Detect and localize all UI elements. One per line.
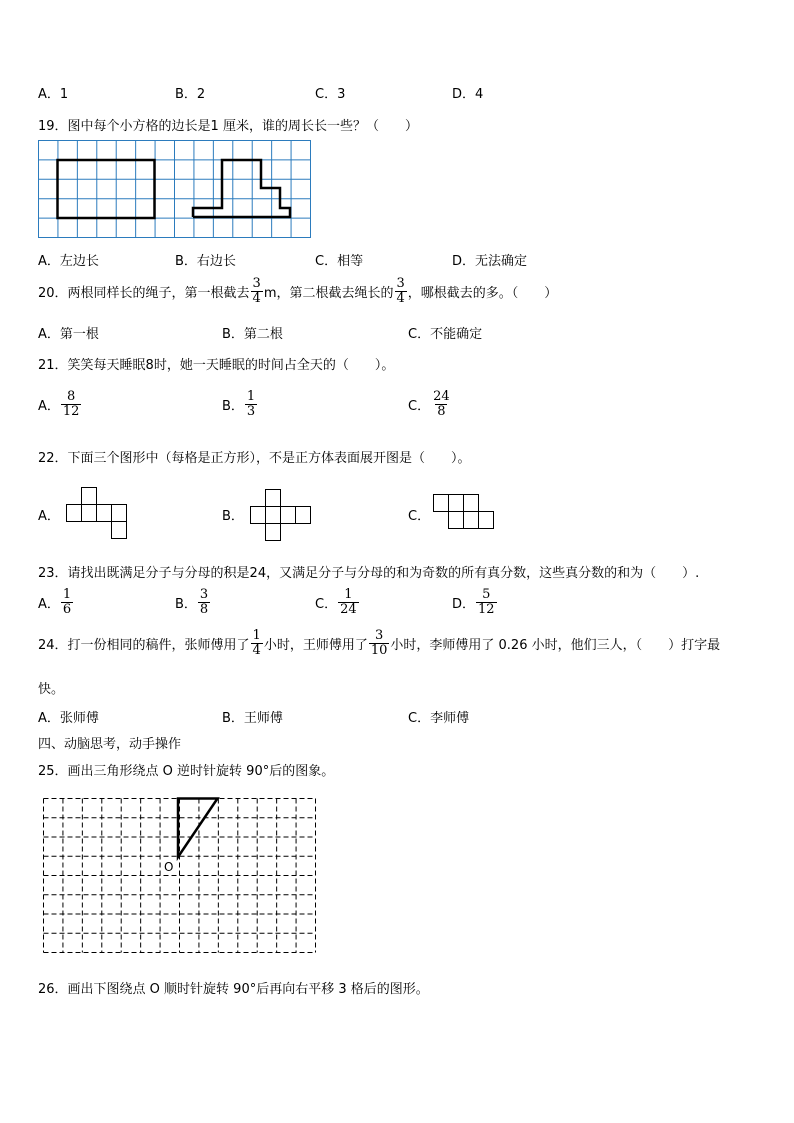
q21-option-c-label: C． [408,399,431,414]
q19-option-c: C．相等 [315,254,364,269]
q21-b-den: 3 [246,404,256,419]
q23-option-d-fraction [476,588,497,617]
q21-option-a-label: A． [38,399,60,414]
q23-c-num: 1 [344,587,353,602]
q24-stem-part-b: 小时，王师傅用了 [263,638,368,653]
q19-option-a: A．左边长 [38,254,99,269]
q21-b-num: 1 [246,389,256,404]
q19-option-d: D．无法确定 [452,254,528,269]
q25-dashed-grid-figure [42,797,318,955]
q22-option-c: C． [408,509,431,524]
q23-option-a-fraction [61,588,73,617]
q21-a-den: 12 [62,404,80,419]
q20-option-a: A．第一根 [38,327,99,342]
q20-frac2-den: 4 [396,291,405,306]
q24-option-b: B．王师傅 [222,711,283,726]
q25-point-o-label: O [164,860,174,874]
q24-frac2-den: 10 [370,643,388,658]
q21-c-den: 8 [437,404,446,419]
q21-option-b [222,390,258,419]
q23-a-num: 1 [62,587,72,602]
q22-net-a [66,486,128,540]
q20-stem-part-b: m，第二根截去绳长的 [263,286,394,301]
q18-option-c: C．3 [315,87,346,102]
q20-frac2-num: 3 [396,276,405,291]
q21-option-c [408,390,453,419]
q23-option-a [38,588,74,617]
q23-option-d-label: D． [452,597,476,612]
q20-stem-part-a: 20．两根同样长的绳子，第一根截去 [38,286,250,301]
q24-stem-part-c: 小时，李师傅用了 0.26 小时，他们三人，（ ）打字最 [390,638,721,653]
q23-option-c [315,588,360,617]
q22-net-b [250,488,312,542]
q24-fraction-2 [369,629,390,658]
q19-stem: 19．图中每个小方格的边长是1 厘米，谁的周长长一些？（ ） [38,119,418,134]
q24-fraction-1 [251,629,263,658]
q23-option-d [452,588,498,617]
q21-option-b-label: B． [222,399,244,414]
q23-b-num: 3 [199,587,209,602]
q20-stem [38,277,557,306]
q25-stem: 25．画出三角形绕点 O 逆时针旋转 90°后的图象。 [38,764,335,779]
q19-option-b: B．右边长 [175,254,236,269]
q19-left-rectangle [58,160,155,218]
q21-a-num: 8 [67,389,76,404]
q20-frac1-num: 3 [252,276,261,291]
q21-option-a-fraction [61,390,82,419]
q23-a-den: 6 [62,602,72,617]
q24-stem [38,629,720,658]
q22-net-c [433,493,495,531]
q21-c-num: 24 [433,389,450,404]
q20-fraction-2 [395,277,407,306]
q20-fraction-1 [251,277,263,306]
q21-stem: 21．笑笑每天睡眠8时，她一天睡眠的时间占全天的（ ）。 [38,358,395,373]
q24-frac2-num: 3 [374,628,384,643]
q23-stem: 23．请找出既满足分子与分母的积是24，又满足分子与分母的和为奇数的所有真分数，这些真分数的和为（ ）. [38,566,700,581]
q20-stem-part-c: ，哪根截去的多。（ ） [407,286,558,301]
q23-option-b [175,588,211,617]
q19-grid-figure [38,140,312,242]
q24-stem-part-a: 24．打一份相同的稿件，张师傅用了 [38,638,250,653]
q24-stem-continued: 快。 [38,682,65,697]
q20-option-c: C．不能确定 [408,327,483,342]
q23-d-num: 5 [482,587,491,602]
q24-frac1-num: 1 [252,628,261,643]
q18-option-b: B．2 [175,87,206,102]
q23-c-den: 24 [340,602,357,617]
q26-stem: 26．画出下图绕点 O 顺时针旋转 90°后再向右平移 3 格后的图形。 [38,982,429,997]
q23-option-b-fraction [198,588,210,617]
q23-b-den: 8 [199,602,209,617]
q21-option-b-fraction [245,390,257,419]
q22-option-a: A． [38,509,60,524]
q25-triangle [178,799,218,858]
q24-option-c: C．李师傅 [408,711,470,726]
q23-option-b-label: B． [175,597,197,612]
q23-option-a-label: A． [38,597,60,612]
q23-option-c-fraction [338,588,359,617]
q21-option-c-fraction [431,390,452,419]
q21-option-a [38,390,82,419]
q22-option-b: B． [222,509,244,524]
q20-frac1-den: 4 [252,291,261,306]
q22-stem: 22．下面三个图形中（每格是正方形），不是正方体表面展开图是（ ）。 [38,451,471,466]
q18-option-a: A．1 [38,87,69,102]
q24-frac1-den: 4 [252,643,261,658]
q24-option-a: A．张师傅 [38,711,99,726]
q23-d-den: 12 [478,602,495,617]
q19-right-shape [193,160,290,217]
q23-option-c-label: C． [315,597,338,612]
q20-option-b: B．第二根 [222,327,283,342]
q18-option-d: D．4 [452,87,484,102]
section-title: 四、动脑思考，动手操作 [38,737,182,752]
